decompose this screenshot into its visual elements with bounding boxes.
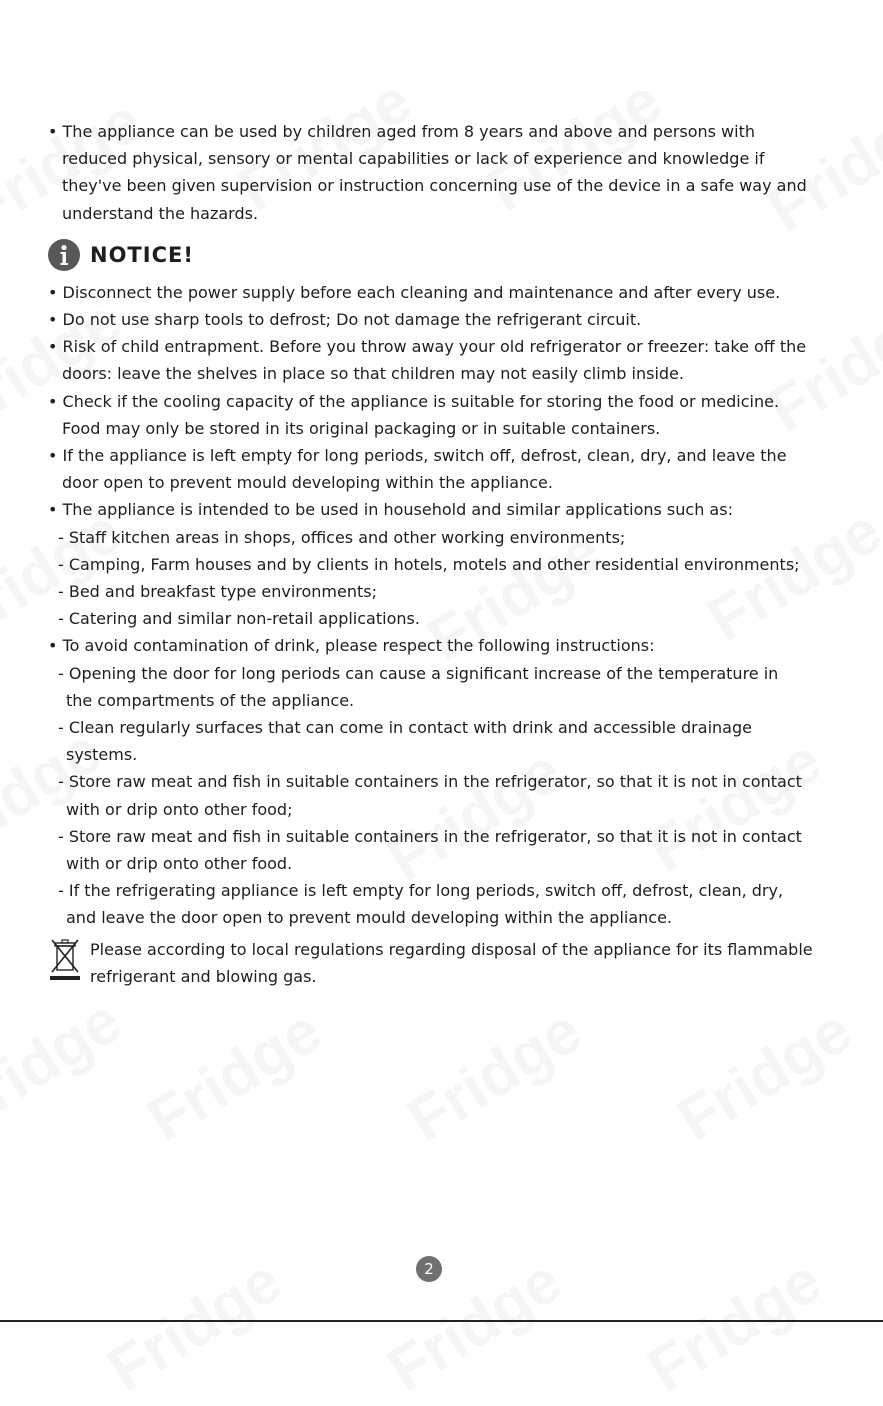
list-line: and leave the door open to prevent mould developing within the appliance. [66, 908, 672, 928]
watermark-text [666, 995, 864, 1156]
list-line: doors: leave the shelves in place so that children may not easily climb inside. [62, 364, 684, 384]
list-line: systems. [66, 745, 138, 765]
list-line: - Camping, Farm houses and by clients in hotels, motels and other residential environments; [58, 554, 800, 574]
bullet-item: • Do not use sharp tools to defrost; Do not damage the refrigerant circuit. [48, 310, 642, 330]
disposal-text [90, 936, 813, 990]
disposal-line: refrigerant and blowing gas. [90, 966, 317, 986]
notice-title: NOTICE! [90, 242, 194, 267]
list-line: - Clean regularly surfaces that can come in contact with drink and accessible drainage [58, 718, 752, 738]
bullet-item: • If the appliance is left empty for long periods, switch off, defrost, clean, dry, and leave the [48, 446, 787, 466]
intro-paragraph [48, 118, 848, 227]
disposal-line: Please according to local regulations regarding disposal of the appliance for its flammable [90, 939, 813, 959]
watermark-text [136, 995, 334, 1156]
page-number: 2 [416, 1256, 442, 1282]
watermark-text [396, 995, 594, 1156]
list-line: - Bed and breakfast type environments; [58, 582, 377, 602]
bullet-item: • Check if the cooling capacity of the appliance is suitable for storing the food or medicine. [48, 391, 780, 411]
disposal-note [48, 936, 848, 990]
list-line: - Staff kitchen areas in shops, offices and other working environments; [58, 527, 626, 547]
intro-line: they've been given supervision or instruction concerning use of the device in a safe way and [62, 176, 807, 196]
intro-line: understand the hazards. [62, 203, 259, 223]
list-line: - Store raw meat and fish in suitable containers in the refrigerator, so that it is not in contact [58, 772, 802, 792]
document-body [48, 118, 848, 990]
list-line: the compartments of the appliance. [66, 690, 355, 710]
bullet-item: • Risk of child entrapment. Before you throw away your old refrigerator or freezer: take off the [48, 337, 807, 357]
list-line: with or drip onto other food. [66, 854, 293, 874]
list-line: door open to prevent mould developing within the appliance. [62, 473, 553, 493]
watermark-text [0, 985, 134, 1146]
intro-line: reduced physical, sensory or mental capabilities or lack of experience and knowledge if [62, 149, 765, 169]
list-line: with or drip onto other food; [66, 799, 293, 819]
intro-line: • The appliance can be used by children aged from 8 years and above and persons with [48, 122, 755, 141]
crossed-out-bin-icon [48, 938, 84, 986]
list-line: Food may only be stored in its original packaging or in suitable containers. [62, 418, 661, 438]
info-icon [48, 239, 80, 271]
list-line: - Opening the door for long periods can cause a significant increase of the temperature in [58, 663, 779, 683]
list-line: - Catering and similar non-retail applications. [58, 609, 420, 629]
notice-heading [48, 239, 848, 271]
notice-list [48, 279, 848, 932]
bullet-item: • The appliance is intended to be used in household and similar applications such as: [48, 500, 733, 520]
page-bottom-rule [0, 1320, 883, 1322]
watermark-text [636, 1245, 834, 1406]
list-line: - If the refrigerating appliance is left empty for long periods, switch off, defrost, clean, dry, [58, 881, 784, 901]
bullet-item: • Disconnect the power supply before each cleaning and maintenance and after every use. [48, 282, 781, 302]
watermark-text [376, 1245, 574, 1406]
watermark-text [96, 1245, 294, 1406]
bullet-item: • To avoid contamination of drink, please respect the following instructions: [48, 636, 655, 656]
list-line: - Store raw meat and fish in suitable containers in the refrigerator, so that it is not in contact [58, 826, 802, 846]
